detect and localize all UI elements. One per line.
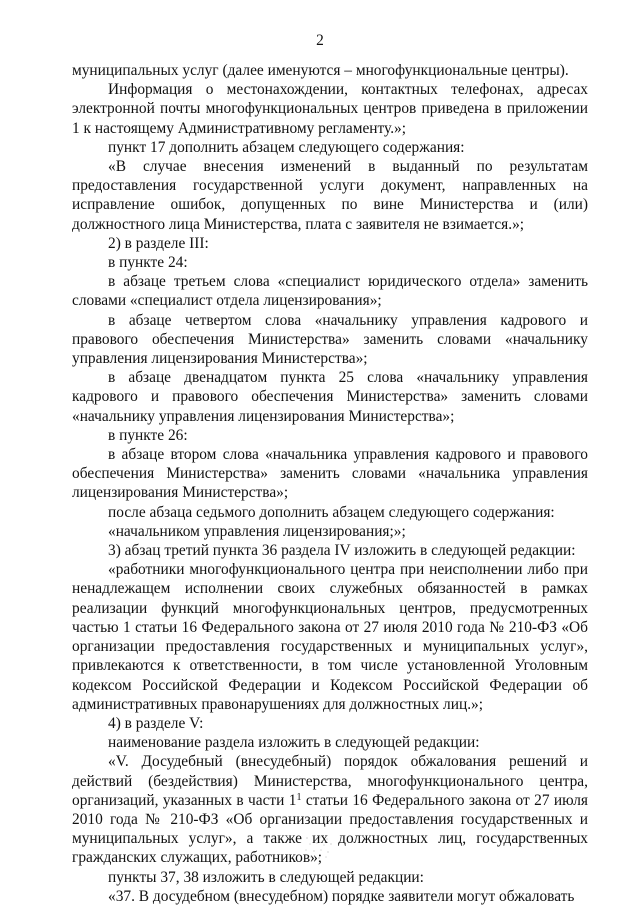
paragraph: пункт 17 дополнить абзацем следующего содержания:: [108, 138, 465, 156]
paragraph-text: «V. Досудебный (внесудебный) порядок обжалования решений и действий (бездействия) Министерства, многофункционального центра, организаций, указанных в части 1: [72, 753, 588, 809]
paragraph: «37. В досудебном (внесудебном) порядке заявители могут обжаловать: [108, 887, 575, 905]
paragraph: в абзаце четвертом слова «начальнику управления кадрового и правового обеспечения Министерства» заменить словами «начальнику управления лицензирования Министерства»;: [72, 311, 588, 368]
paragraph: после абзаца седьмого дополнить абзацем следующего содержания:: [108, 503, 555, 521]
paragraph: Информация о местонахождении, контактных телефонах, адресах электронной почты многофункциональных центров приведена в приложении 1 к настоящему Административному регламенту.»;: [72, 81, 588, 137]
paragraph: «работники многофункционального центра при неисполнении либо при ненадлежащем исполнении своих служебных обязанностей в рамках реализации функций многофункциональных центров, предусмотренных частью 1 статьи 16 Федерального закона от 27 июля 2010 года № 210-ФЗ «Об организации предоставления государственных и муниципальных услуг», привлекаются к ответственности, в том числе установленной Уголовным кодексом Российской Федерации и Кодексом Российской Федерации об административных правонарушениях для должностных лиц.»;: [72, 561, 588, 713]
page-number: 2: [316, 32, 324, 49]
document-body: [72, 61, 588, 906]
paragraph: «начальником управления лицензирования;»;: [108, 522, 406, 540]
paragraph: 4) в разделе V:: [108, 714, 204, 732]
paragraph: в абзаце двенадцатом пункта 25 слова «начальнику управления кадрового и правового обеспечения Министерства» заменить словами «начальнику управления лицензирования Министерства»;: [72, 369, 588, 425]
paragraph: муниципальных услуг (далее именуются – многофункциональные центры).: [72, 62, 569, 79]
paragraph: в абзаце третьем слова «специалист юридического отдела» заменить словами «специалист отдела лицензирования»;: [72, 273, 588, 310]
superscript: 1: [296, 791, 302, 803]
paragraph: в абзаце втором слова «начальника управления кадрового и правового обеспечения Министерства» заменить словами «начальника управления лицензирования Министерства»;: [72, 446, 588, 502]
paragraph: «В случае внесения изменений в выданный по результатам предоставления государственной услуги документ, направленных на исправление ошибок, допущенных по вине Министерства и (или) должностного лица Министерства, плата с заявителя не взимается.»;: [72, 158, 588, 233]
paragraph: наименование раздела изложить в следующей редакции:: [108, 734, 480, 752]
paragraph: 2) в разделе III:: [108, 234, 209, 252]
paragraph-text: статьи 16 Федерального закона от 27 июля 2010 года № 210-ФЗ «Об организации предоставления государственных и муниципальных услуг», а также их должностных лиц, государственных гражданских служащих, работников»;: [72, 791, 588, 867]
paragraph: 3) абзац третий пункта 36 раздела IV изложить в следующей редакции:: [108, 542, 576, 560]
paragraph: пункты 37, 38 изложить в следующей редакции:: [108, 868, 424, 886]
faint-seal-mark: [300, 832, 338, 862]
paragraph: в пункте 24:: [108, 254, 188, 272]
paragraph: в пункте 26:: [108, 426, 188, 444]
